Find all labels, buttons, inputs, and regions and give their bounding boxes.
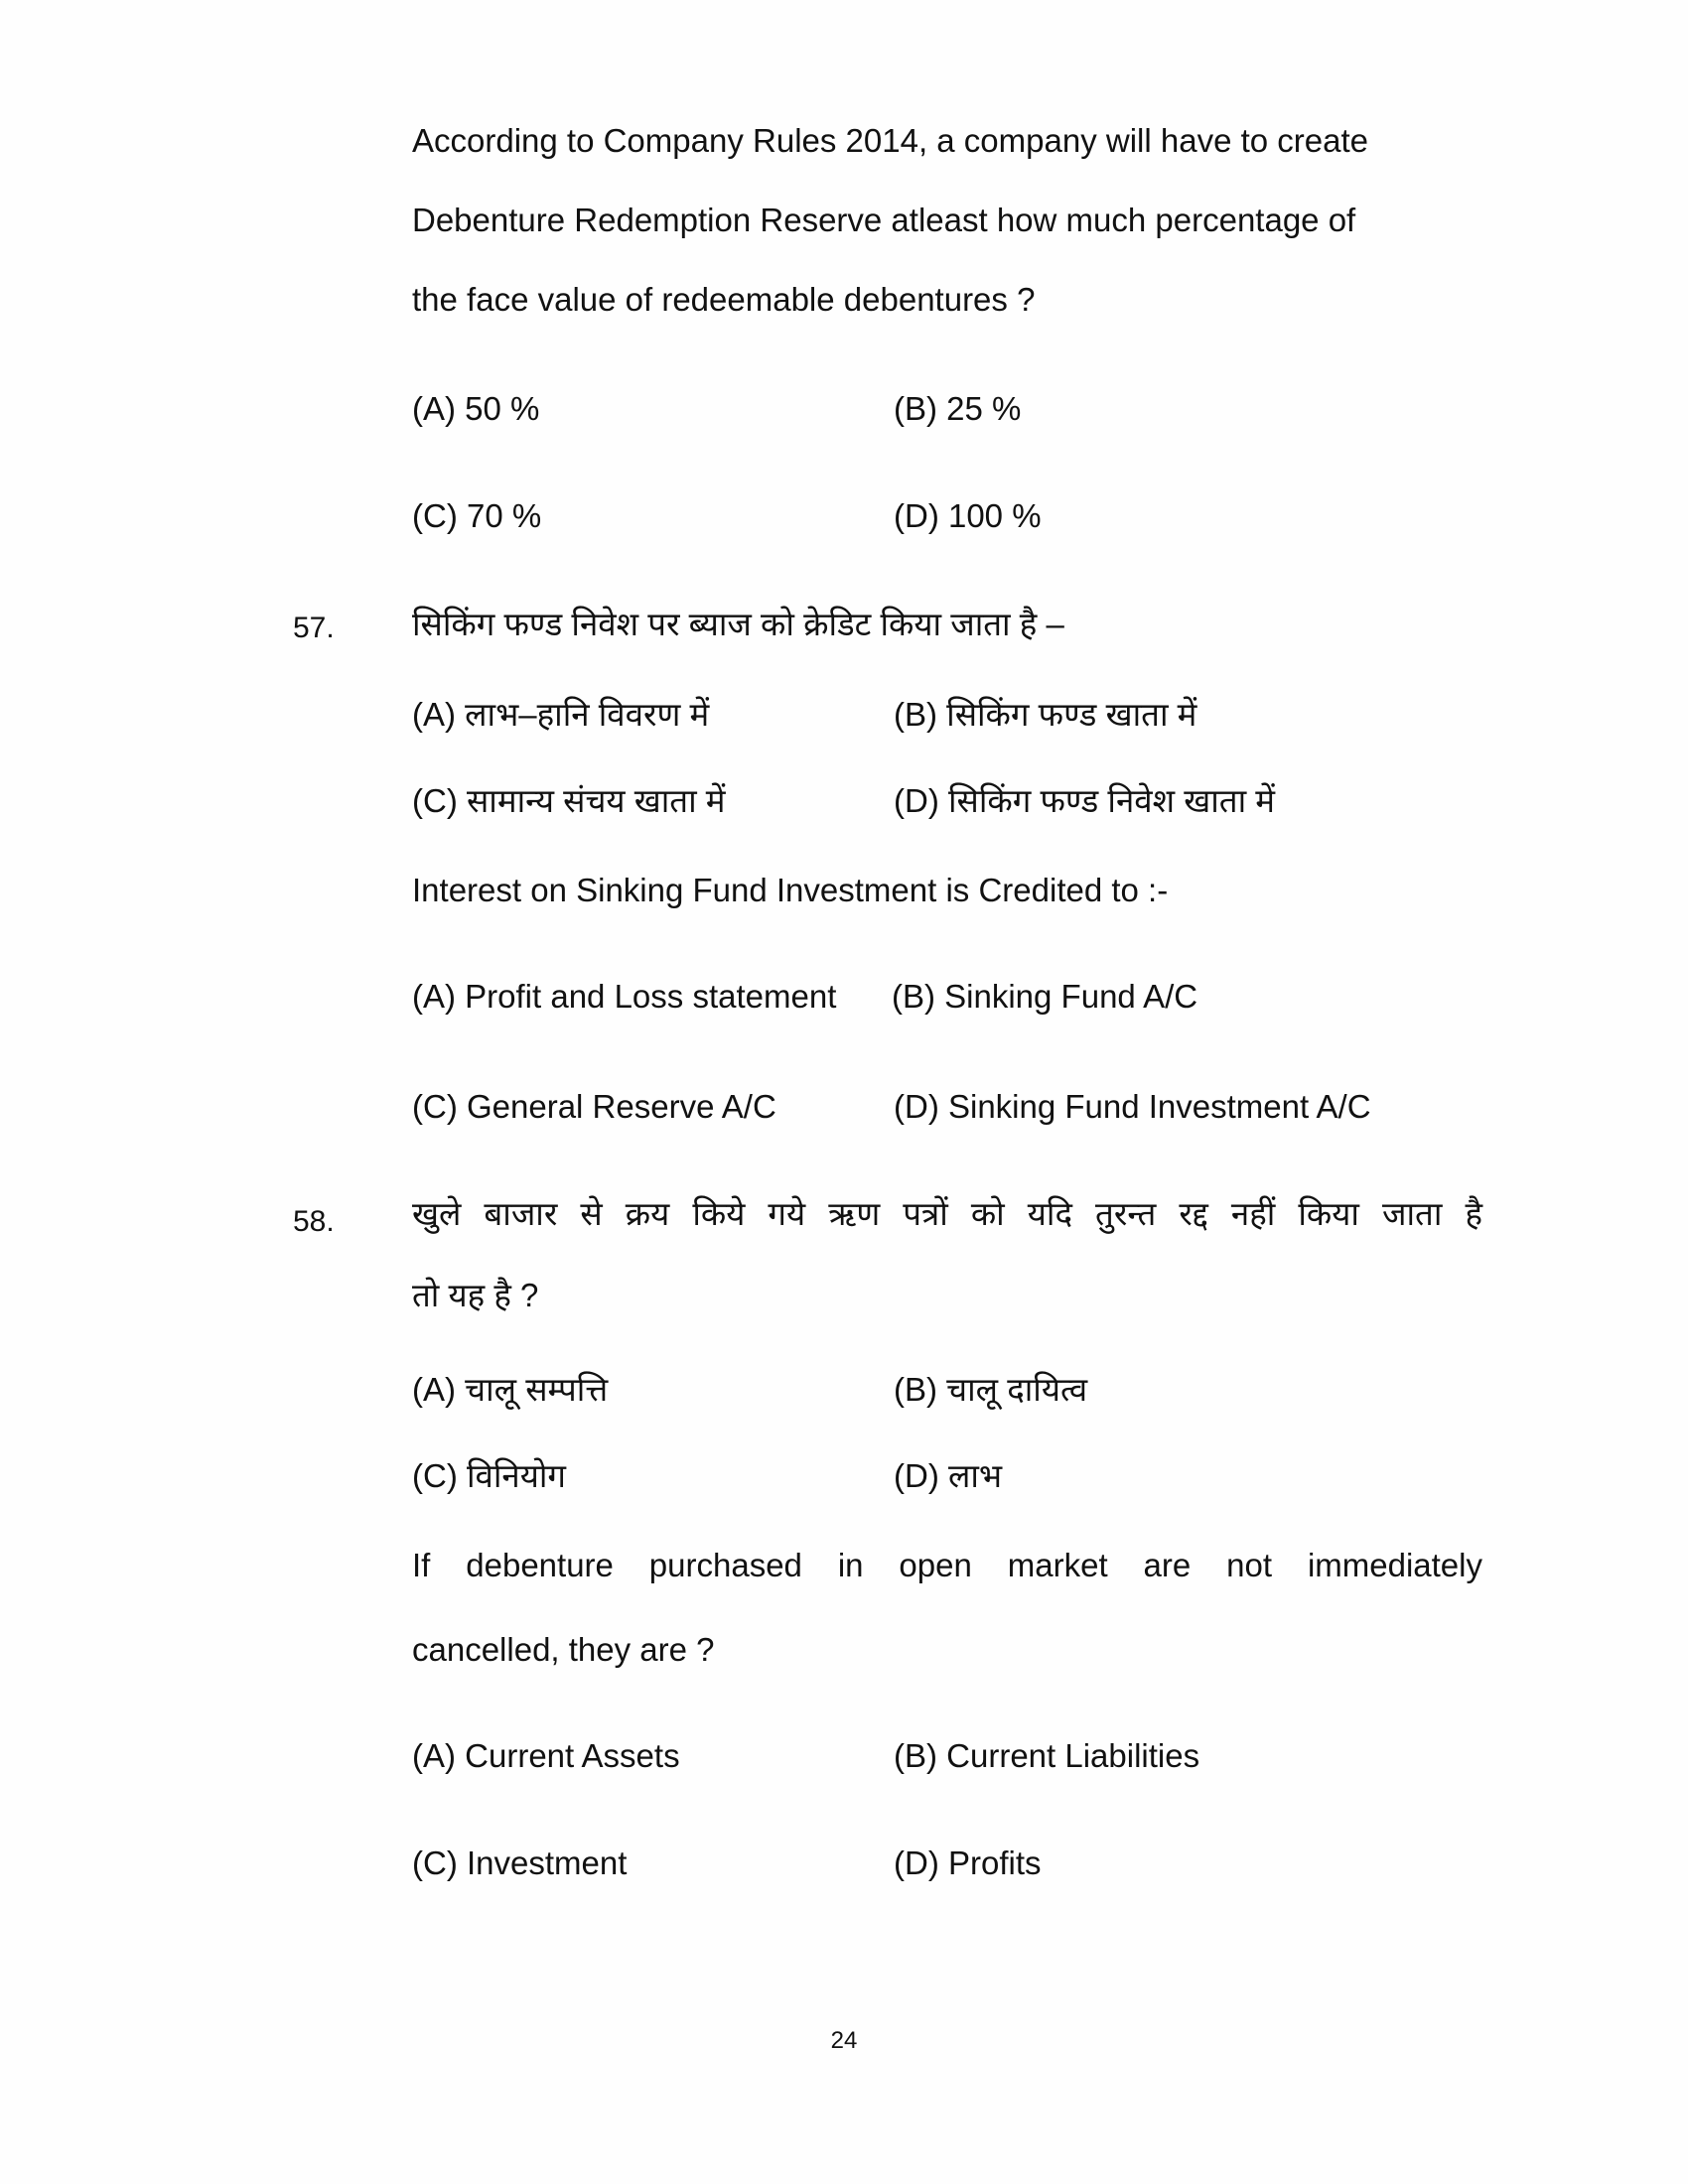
q57-number: 57. [293,612,335,644]
q57-hindi-options-row-cd [412,784,1494,828]
q57-hindi-options-row-ab [412,698,1494,742]
q57-option-d-hindi[interactable]: (D) सिकिंग फण्ड निवेश खाता में [894,782,1276,819]
q58-stem-hindi-line-2: तो यह है ? [412,1277,539,1313]
q56-option-d[interactable]: (D) 100 % [894,497,1042,534]
q58-option-a-hindi[interactable]: (A) चालू सम्पत्ति [412,1371,609,1408]
q56-options-row-cd [412,499,1494,543]
q58-option-d-english[interactable]: (D) Profits [894,1844,1042,1881]
q57-stem-hindi: सिकिंग फण्ड निवेश पर ब्याज को क्रेडिट किया जाता है – [412,606,1064,642]
q58-option-c-hindi[interactable]: (C) विनियोग [412,1457,567,1494]
q57-option-d-english[interactable]: (D) Sinking Fund Investment A/C [894,1088,1371,1125]
q57-option-b-hindi[interactable]: (B) सिकिंग फण्ड खाता में [894,696,1197,733]
q56-stem-line-1: According to Company Rules 2014, a company will have to create [412,122,1369,159]
q58-option-b-hindi[interactable]: (B) चालू दायित्व [894,1371,1088,1408]
q58-option-c-english[interactable]: (C) Investment [412,1844,628,1881]
q56-option-b[interactable]: (B) 25 % [894,390,1022,427]
q57-option-a-english[interactable]: (A) Profit and Loss statement [412,978,837,1015]
q58-number: 58. [293,1205,335,1238]
q56-option-c[interactable]: (C) 70 % [412,497,542,534]
q58-hindi-options-row-cd [412,1459,1494,1503]
q57-option-a-hindi[interactable]: (A) लाभ–हानि विवरण में [412,696,710,733]
q58-stem-hindi-line-1: खुले बाजार से क्रय किये गये ऋण पत्रों को यदि तुरन्त रद्द नहीं किया जाता है [412,1195,1482,1232]
q57-stem-english: Interest on Sinking Fund Investment is Credited to :- [412,872,1169,908]
page-number: 24 [830,2027,858,2054]
q56-options-row-ab [412,392,1494,436]
q57-option-c-english[interactable]: (C) General Reserve A/C [412,1088,776,1125]
q58-option-a-english[interactable]: (A) Current Assets [412,1737,680,1774]
q56-stem-line-3: the face value of redeemable debentures ? [412,281,1036,318]
q57-option-b-english[interactable]: (B) Sinking Fund A/C [892,978,1198,1015]
q58-stem-english-line-2: cancelled, they are ? [412,1631,715,1668]
q57-option-c-hindi[interactable]: (C) सामान्य संचय खाता में [412,782,726,819]
q58-stem-english-line-1: If debenture purchased in open market are not immediately [412,1547,1482,1583]
q58-english-options-row-ab [412,1739,1494,1783]
q57-english-options-row-cd [412,1090,1494,1134]
q56-option-a[interactable]: (A) 50 % [412,390,540,427]
q58-option-d-hindi[interactable]: (D) लाभ [894,1457,1003,1494]
q56-stem-line-2: Debenture Redemption Reserve atleast how much percentage of [412,202,1356,238]
q58-english-options-row-cd [412,1846,1494,1890]
q57-english-options-row-ab [412,980,1494,1024]
q58-hindi-options-row-ab [412,1373,1494,1417]
q58-option-b-english[interactable]: (B) Current Liabilities [894,1737,1200,1774]
